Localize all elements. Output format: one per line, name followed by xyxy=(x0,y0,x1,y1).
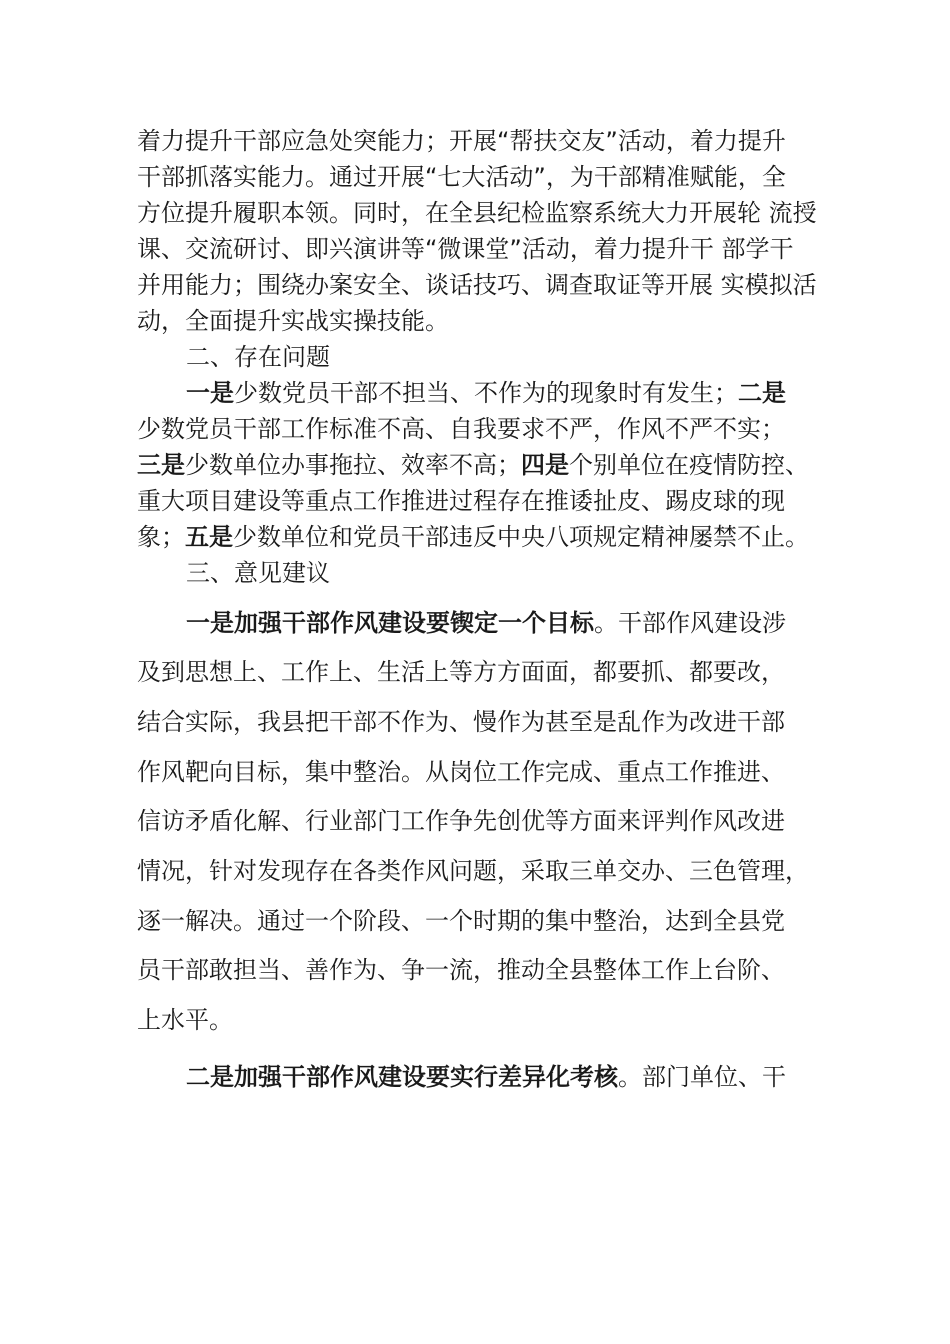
bold-heading: 二是加强干部作风建设要实行差异化考核 xyxy=(186,1063,618,1091)
p4-line-1 xyxy=(186,1062,786,1092)
text: 。部门单位、干 xyxy=(618,1063,786,1091)
p3-line-7: 逐一解决。通过一个阶段、一个时期的集中整治，达到全县党 xyxy=(137,907,785,935)
p3-line-4: 作风靶向目标，集中整治。从岗位工作完成、重点工作推进、 xyxy=(137,758,785,786)
text: 少数单位和党员干部违反中央八项规定精神屡禁不止。 xyxy=(233,523,809,551)
p3-line-3: 结合实际，我县把干部不作为、慢作为甚至是乱作为改进干部 xyxy=(137,708,785,736)
p3-line-2: 及到思想上、工作上、生活上等方方面面，都要抓、都要改， xyxy=(137,658,785,686)
p2-line-4: 重大项目建设等重点工作推进过程存在推诿扯皮、踢皮球的现 xyxy=(137,487,785,515)
bold-label: 五是 xyxy=(185,523,233,551)
p1-line-4: 课、交流研讨、即兴演讲等“微课堂”活动，着力提升干 部学干 xyxy=(137,235,794,263)
p2-line-1 xyxy=(186,378,786,408)
p3-line-9: 上水平。 xyxy=(137,1006,233,1034)
p1-line-1: 着力提升干部应急处突能力；开展“帮扶交友”活动，着力提升 xyxy=(137,127,786,155)
bold-label: 一是 xyxy=(186,379,234,407)
text: 个别单位在疫情防控、 xyxy=(569,451,809,479)
text: 少数党员干部不担当、不作为的现象时有发生； xyxy=(234,379,738,407)
p2-line-5 xyxy=(137,522,809,552)
text: 少数单位办事拖拉、效率不高； xyxy=(185,451,521,479)
p2-line-3 xyxy=(137,450,809,480)
p2-line-2: 少数党员干部工作标准不高、自我要求不严，作风不严不实； xyxy=(137,415,785,443)
p3-line-5: 信访矛盾化解、行业部门工作争先创优等方面来评判作风改进 xyxy=(137,807,785,835)
p1-line-6: 动，全面提升实战实操技能。 xyxy=(137,307,449,335)
p3-line-8: 员干部敢担当、善作为、争一流，推动全县整体工作上台阶、 xyxy=(137,956,785,984)
bold-heading: 一是加强干部作风建设要锲定一个目标 xyxy=(186,609,594,637)
p1-line-3: 方位提升履职本领。同时，在全县纪检监察系统大力开展轮 流授 xyxy=(137,199,817,227)
text: 。干部作风建设涉 xyxy=(594,609,786,637)
text: 象； xyxy=(137,523,185,551)
p1-line-2: 干部抓落实能力。通过开展“七大活动”，为干部精准赋能，全 xyxy=(137,163,786,191)
p3-line-1 xyxy=(186,608,786,638)
bold-label: 四是 xyxy=(521,451,569,479)
p1-line-5: 并用能力；围绕办案安全、谈话技巧、调查取证等开展 实模拟活 xyxy=(137,271,817,299)
section-heading-problems: 二、存在问题 xyxy=(186,343,330,371)
p3-line-6: 情况，针对发现存在各类作风问题，采取三单交办、三色管理， xyxy=(137,857,809,885)
bold-label: 二是 xyxy=(738,379,786,407)
section-heading-suggestions: 三、意见建议 xyxy=(186,559,330,587)
bold-label: 三是 xyxy=(137,451,185,479)
